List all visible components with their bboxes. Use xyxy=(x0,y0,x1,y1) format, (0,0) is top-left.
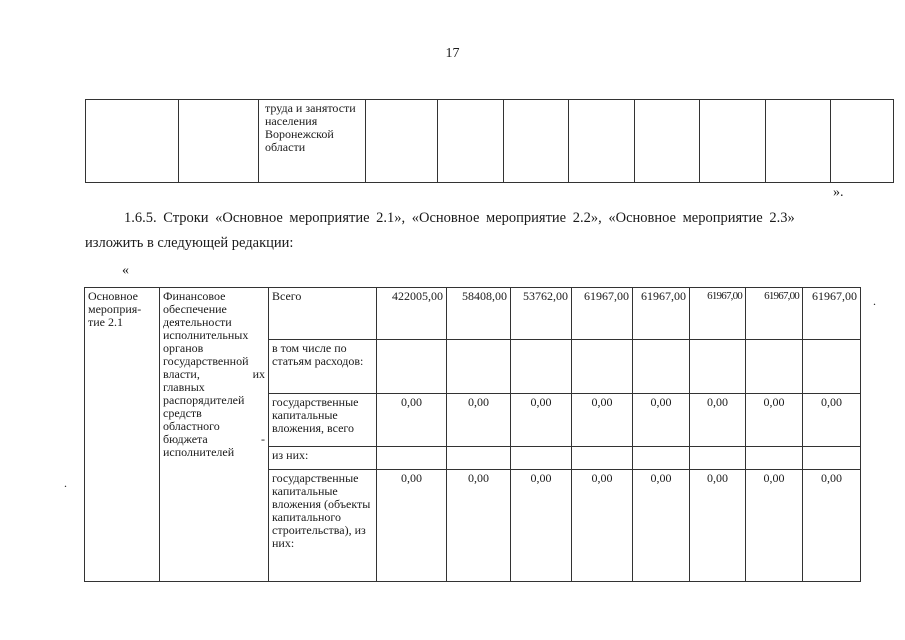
value-cell: 53762,00 xyxy=(511,288,572,340)
opening-quote: « xyxy=(122,263,129,278)
value-cell: 422005,00 xyxy=(377,288,447,340)
value-cell: 0,00 xyxy=(633,394,690,447)
value-cell xyxy=(803,340,861,394)
table-cell xyxy=(766,100,831,183)
value-cell xyxy=(633,447,690,470)
value-cell: 0,00 xyxy=(572,470,633,582)
value-cell xyxy=(572,340,633,394)
value-cell: 61967,00 xyxy=(633,288,690,340)
value-cell: 0,00 xyxy=(746,470,803,582)
description-line: государственной xyxy=(163,354,249,368)
description-line: обеспечение xyxy=(163,302,227,316)
table-cell xyxy=(569,100,635,183)
value-cell xyxy=(746,447,803,470)
value-cell: 0,00 xyxy=(511,394,572,447)
table-cell xyxy=(635,100,700,183)
value-cell xyxy=(511,340,572,394)
table-cell: труда и занятости населения Воронежской области xyxy=(259,100,366,183)
continued-table xyxy=(85,99,894,183)
description-word: - xyxy=(261,432,265,446)
description-line: Финансовое xyxy=(163,289,226,303)
description-line: органов xyxy=(163,341,204,355)
description-line: главных xyxy=(163,380,205,394)
scan-mark: . xyxy=(873,294,876,308)
paragraph-line-1: 1.6.5. Строки «Основное мероприятие 2.1», «Основное мероприятие 2.2», «Основное мероприятие 2.3» xyxy=(124,210,795,226)
value-cell: 58408,00 xyxy=(447,288,511,340)
description-word: власти, xyxy=(163,367,200,381)
row-label: Всего xyxy=(269,288,377,340)
row-label: государственные капитальные вложения, всего xyxy=(269,394,377,447)
value-cell: 61967,00 xyxy=(572,288,633,340)
table-row xyxy=(85,288,861,340)
table-cell xyxy=(179,100,259,183)
program-table xyxy=(84,287,861,582)
value-cell xyxy=(377,340,447,394)
value-cell: 0,00 xyxy=(803,394,861,447)
table-cell xyxy=(831,100,894,183)
description-line: деятельности xyxy=(163,315,232,329)
description-word: их xyxy=(252,367,265,381)
value-cell: 0,00 xyxy=(690,470,746,582)
description-line: средств xyxy=(163,406,202,420)
value-cell xyxy=(690,340,746,394)
value-cell: 0,00 xyxy=(377,470,447,582)
measure-cell: Основное мероприя-тие 2.1 xyxy=(85,288,160,582)
value-cell xyxy=(690,447,746,470)
value-cell xyxy=(447,447,511,470)
value-cell: 0,00 xyxy=(447,394,511,447)
value-cell: 0,00 xyxy=(447,470,511,582)
value-cell xyxy=(746,340,803,394)
value-cell: 0,00 xyxy=(572,394,633,447)
value-cell: 61967,00 xyxy=(746,288,803,340)
value-cell xyxy=(803,447,861,470)
table-cell xyxy=(86,100,179,183)
value-cell: 0,00 xyxy=(511,470,572,582)
table-row xyxy=(86,100,894,183)
description-line: областного xyxy=(163,419,220,433)
value-cell: 0,00 xyxy=(690,394,746,447)
value-cell: 61967,00 xyxy=(690,288,746,340)
description-cell xyxy=(160,288,269,582)
value-cell: 0,00 xyxy=(633,470,690,582)
value-cell xyxy=(377,447,447,470)
description-line: исполнителей xyxy=(163,445,235,459)
row-label: из них: xyxy=(269,447,377,470)
value-cell xyxy=(447,340,511,394)
description-word: бюджета xyxy=(163,432,208,446)
scan-mark: . xyxy=(64,476,67,490)
table-cell xyxy=(504,100,569,183)
value-cell xyxy=(511,447,572,470)
row-label: в том числе по статьям расходов: xyxy=(269,340,377,394)
value-cell xyxy=(633,340,690,394)
table-cell xyxy=(438,100,504,183)
closing-quote: ». xyxy=(833,185,844,200)
value-cell: 0,00 xyxy=(803,470,861,582)
value-cell xyxy=(572,447,633,470)
paragraph-line-2: изложить в следующей редакции: xyxy=(85,235,294,251)
table-cell xyxy=(366,100,438,183)
value-cell: 61967,00 xyxy=(803,288,861,340)
description-line: распорядителей xyxy=(163,393,245,407)
row-label: государственные капитальные вложения (объекты капитального строительства), из них: xyxy=(269,470,377,582)
description-line: исполнительных xyxy=(163,328,249,342)
table-cell xyxy=(700,100,766,183)
value-cell: 0,00 xyxy=(746,394,803,447)
value-cell: 0,00 xyxy=(377,394,447,447)
page-number: 17 xyxy=(445,46,460,61)
